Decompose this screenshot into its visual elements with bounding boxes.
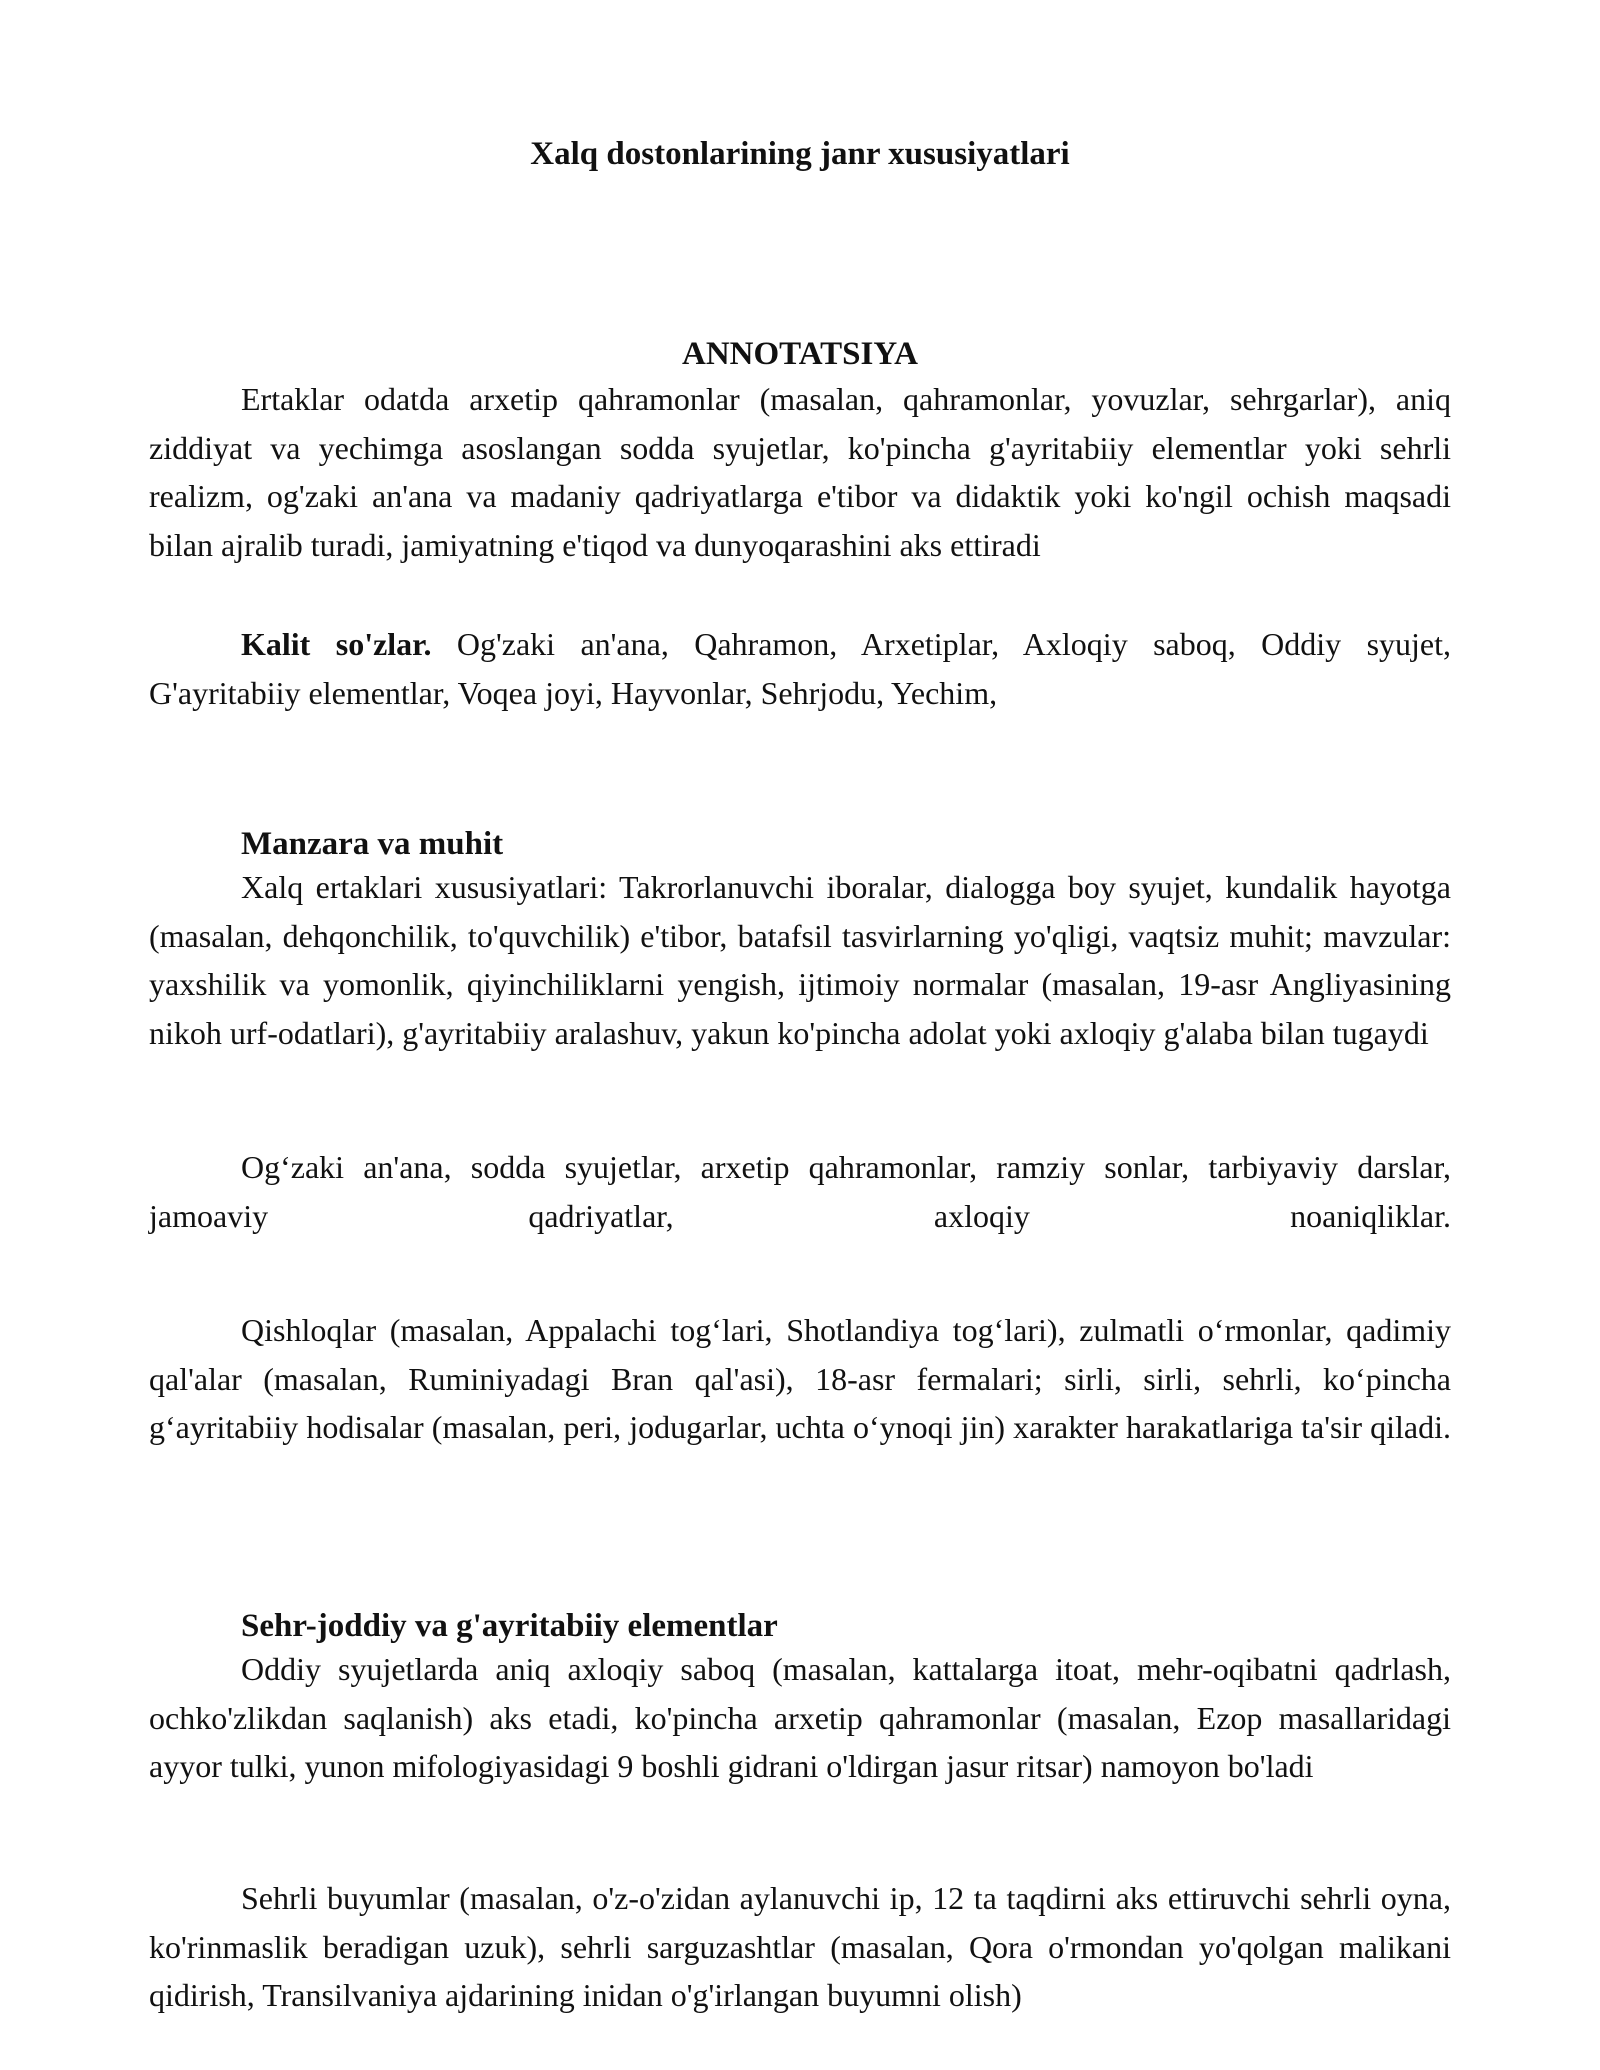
section1-paragraph-3: Qishloqlar (masalan, Appalachi tog‘lari, Shotlandiya tog‘lari), zulmatli o‘rmonlar, qadimiy qal'alar (masalan, Ruminiyadagi Bran qal'asi), 18-asr fermalari; sirli, sirli, sehrli, ko‘pincha g‘ayritabiiy hodisalar (masalan, peri, jodugarlar, uchta o‘ynoqi jin) xarakter harakatlariga ta'sir qiladi. <box>149 1312 1451 1445</box>
document-title: Xalq dostonlarining janr xususiyatlari <box>530 136 1070 172</box>
annotation-heading: ANNOTATSIYA <box>682 336 918 372</box>
keywords-label: Kalit so'zlar. <box>241 626 432 662</box>
keywords-paragraph <box>149 620 1451 717</box>
section-heading-landscape: Manzara va muhit <box>241 826 504 862</box>
section-heading-magic: Sehr-joddiy va g'ayritabiiy elementlar <box>241 1608 778 1644</box>
section1-paragraph-1: Xalq ertaklari xususiyatlari: Takrorlanuvchi iboralar, dialogga boy syujet, kundalik hayotga (masalan, dehqonchilik, to'quvchilik) e'tibor, batafsil tasvirlarning yo'qligi, vaqtsiz muhit; mavzular: yaxshilik va yomonlik, qiyinchiliklarni yengish, ijtimoiy normalar (masalan, 19-asr Angliyasining nikoh urf-odatlari), g'ayritabiiy aralashuv, yakun ko'pincha adolat yoki axloqiy g'alaba bilan tugaydi <box>149 869 1451 1051</box>
annotation-paragraph: Ertaklar odatda arxetip qahramonlar (masalan, qahramonlar, yovuzlar, sehrgarlar), aniq ziddiyat va yechimga asoslangan sodda syujetlar, ko'pincha g'ayritabiiy elementlar yoki sehrli realizm, og'zaki an'ana va madaniy qadriyatlarga e'tibor va didaktik yoki ko'ngil ochish maqsadi bilan ajralib turadi, jamiyatning e'tiqod va dunyoqarashini aks ettiradi <box>149 381 1451 563</box>
keywords-text: Og'zaki an'ana, Qahramon, Arxetiplar, Axloqiy saboq, Oddiy syujet, G'ayritabiiy elementlar, Voqea joyi, Hayvonlar, Sehrjodu, Yechim, <box>149 626 1452 711</box>
section1-paragraph-2: Og‘zaki an'ana, sodda syujetlar, arxetip qahramonlar, ramziy sonlar, tarbiyaviy darslar, jamoaviy qadriyatlar, axloqiy noaniqliklar. <box>149 1149 1451 1234</box>
section2-paragraph-2: Sehrli buyumlar (masalan, o'z-o'zidan aylanuvchi ip, 12 ta taqdirni aks ettiruvchi sehrli oyna, ko'rinmaslik beradigan uzuk), sehrli sarguzashtlar (masalan, Qora o'rmondan yo'qolgan malikani qidirish, Transilvaniya ajdarining inidan o'g'irlangan buyumni olish) <box>149 1880 1451 2013</box>
section2-paragraph-1: Oddiy syujetlarda aniq axloqiy saboq (masalan, kattalarga itoat, mehr-oqibatni qadrlash, ochko'zlikdan saqlanish) aks etadi, ko'pincha arxetip qahramonlar (masalan, Ezop masallaridagi ayyor tulki, yunon mifologiyasidagi 9 boshli gidrani o'ldirgan jasur ritsar) namoyon bo'ladi <box>149 1651 1451 1784</box>
